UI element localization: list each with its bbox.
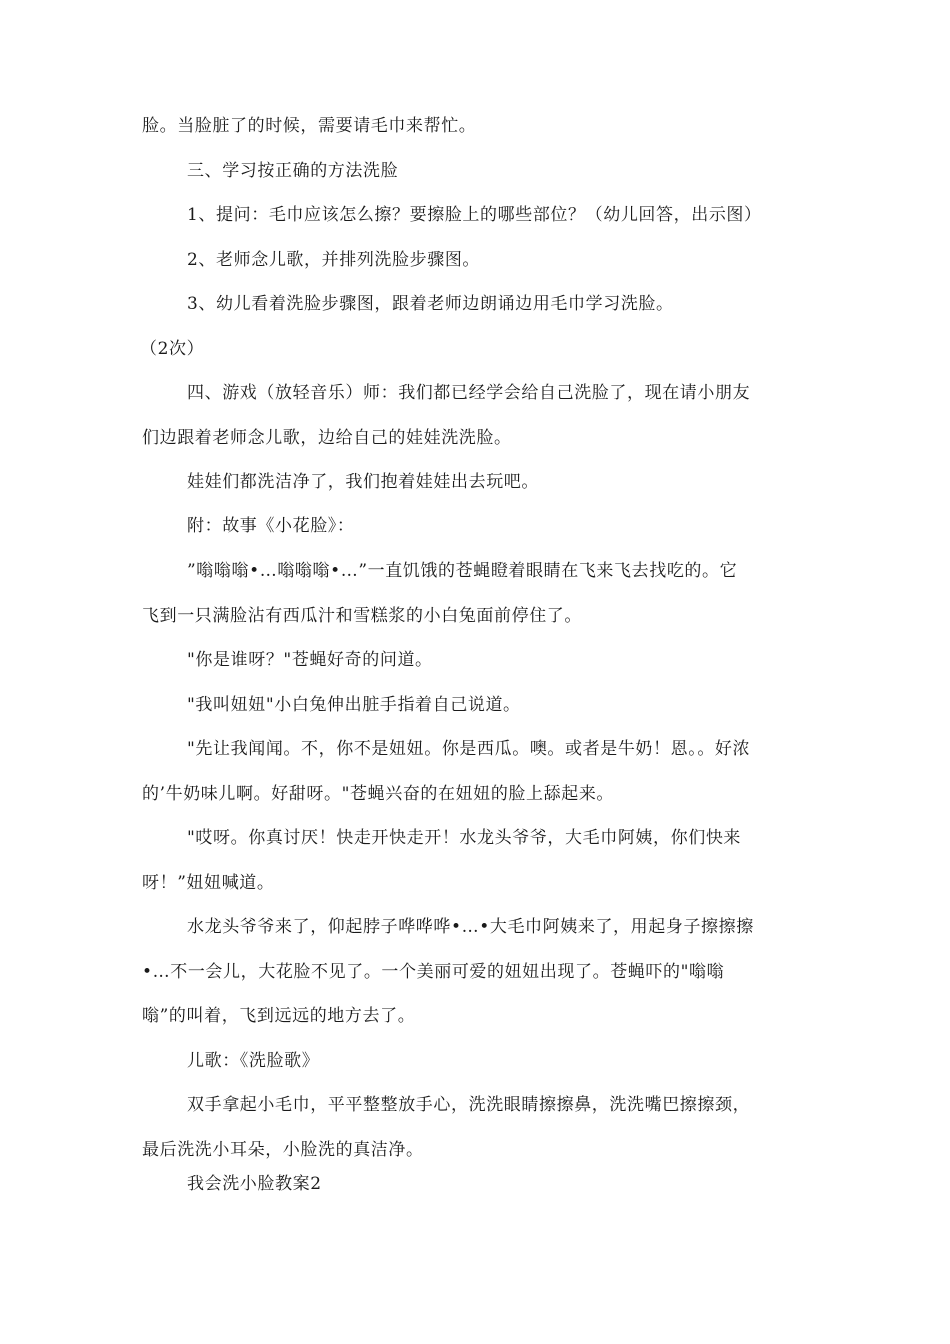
section-heading: 我会洗小脸教案2 — [187, 1174, 322, 1194]
text-line: 水龙头爷爷来了，仰起脖子哗哗哗•…•大毛巾阿姨来了，用起身子擦擦擦 — [187, 917, 754, 937]
text-line: 四、游戏（放轻音乐）师：我们都已经学会给自己洗脸了，现在请小朋友 — [187, 383, 751, 403]
text-line: "先让我闻闻。不，你不是妞妞。你是西瓜。噢。或者是牛奶！恩。。好浓 — [187, 739, 751, 759]
text-line: 1、提问：毛巾应该怎么擦？要擦脸上的哪些部位？（幼儿回答，出示图） — [187, 205, 762, 225]
text-line: 嗡”的叫着，飞到远远的地方去了。 — [142, 1006, 416, 1026]
text-line: 呀！”妞妞喊道。 — [142, 873, 275, 893]
section-heading: 三、学习按正确的方法洗脸 — [187, 161, 399, 181]
text-line: 飞到一只满脸沾有西瓜汁和雪糕浆的小白兔面前停住了。 — [142, 606, 582, 626]
text-line: ”嗡嗡嗡•…嗡嗡嗡•…”一直饥饿的苍蝇瞪着眼睛在飞来飞去找吃的。它 — [187, 561, 738, 581]
text-line: 双手拿起小毛巾，平平整整放手心，洗洗眼睛擦擦鼻，洗洗嘴巴擦擦颈， — [187, 1095, 751, 1115]
text-line: 们边跟着老师念儿歌，边给自己的娃娃洗洗脸。 — [142, 428, 512, 448]
text-line: •…不一会儿，大花脸不见了。一个美丽可爱的妞妞出现了。苍蝇吓的"嗡嗡 — [142, 962, 725, 982]
text-line: 附：故事《小花脸》： — [187, 516, 355, 536]
text-line: 的’牛奶味儿啊。好甜呀。"苍蝇兴奋的在妞妞的脸上舔起来。 — [142, 784, 615, 804]
text-line: 脸。当脸脏了的时候，需要请毛巾来帮忙。 — [142, 116, 477, 136]
text-line: "哎呀。你真讨厌！快走开快走开！水龙头爷爷，大毛巾阿姨，你们快来 — [187, 828, 742, 848]
text-line: "你是谁呀？"苍蝇好奇的问道。 — [187, 650, 433, 670]
text-line: 2、老师念儿歌，并排列洗脸步骤图。 — [187, 250, 481, 270]
text-line: "我叫妞妞"小白兔伸出脏手指着自己说道。 — [187, 695, 521, 715]
text-line: 娃娃们都洗洁净了，我们抱着娃娃出去玩吧。 — [187, 472, 539, 492]
text-line: 3、幼儿看着洗脸步骤图，跟着老师边朗诵边用毛巾学习洗脸。 — [187, 294, 674, 314]
text-line: （2次） — [140, 339, 205, 359]
text-line: 最后洗洗小耳朵，小脸洗的真洁净。 — [142, 1140, 424, 1160]
text-line: 儿歌：《洗脸歌》 — [187, 1051, 320, 1071]
